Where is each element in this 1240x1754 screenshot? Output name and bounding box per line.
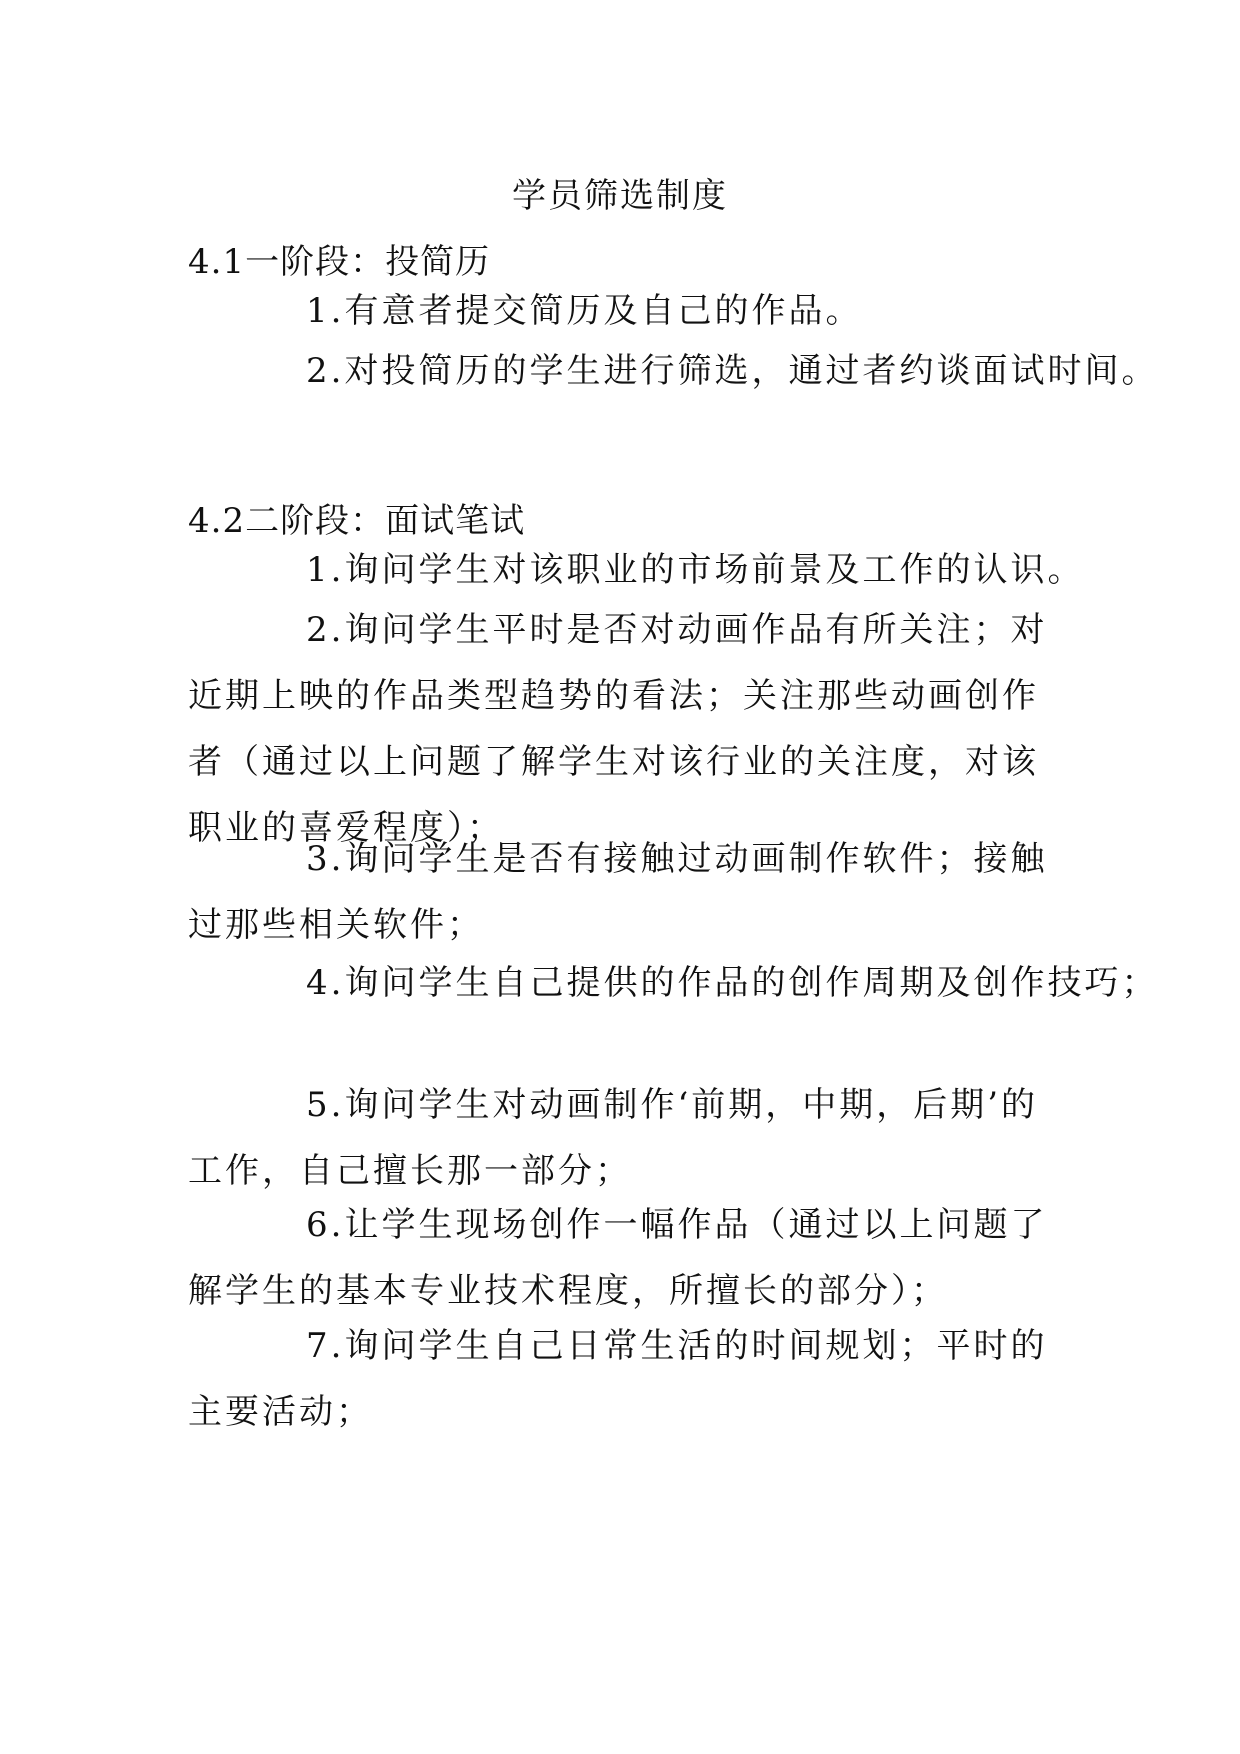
section-2-item-7: 7.询问学生自己日常生活的时间规划；平时的主要活动； <box>188 1326 1048 1432</box>
section-2-item-3: 3.询问学生是否有接触过动画制作软件；接触过那些相关软件； <box>188 839 1048 945</box>
section-1-item-2: 2.对投简历的学生进行筛选，通过者约谈面试时间。 <box>306 351 1159 391</box>
section-heading-2: 4.2二阶段：面试笔试 <box>188 501 526 541</box>
section-2-item-6: 6.让学生现场创作一幅作品（通过以上问题了解学生的基本专业技术程度，所擅长的部分）； <box>188 1205 1048 1311</box>
section-heading-1: 4.1一阶段：投简历 <box>188 242 491 282</box>
section-2-item-1: 1.询问学生对该职业的市场前景及工作的认识。 <box>306 550 1085 590</box>
section-2-item-2: 2.询问学生平时是否对动画作品有所关注；对近期上映的作品类型趋势的看法；关注那些动画创作者（通过以上问题了解学生对该行业的关注度，对该职业的喜爱程度）； <box>188 610 1048 848</box>
section-2-item-5: 5.询问学生对动画制作‘前期，中期，后期’的工作，自己擅长那一部分； <box>188 1085 1039 1191</box>
section-1-item-1: 1.有意者提交简历及自己的作品。 <box>306 291 863 331</box>
section-2-item-4: 4.询问学生自己提供的作品的创作周期及创作技巧； <box>306 963 1159 1003</box>
page-title: 学员筛选制度 <box>512 176 728 216</box>
